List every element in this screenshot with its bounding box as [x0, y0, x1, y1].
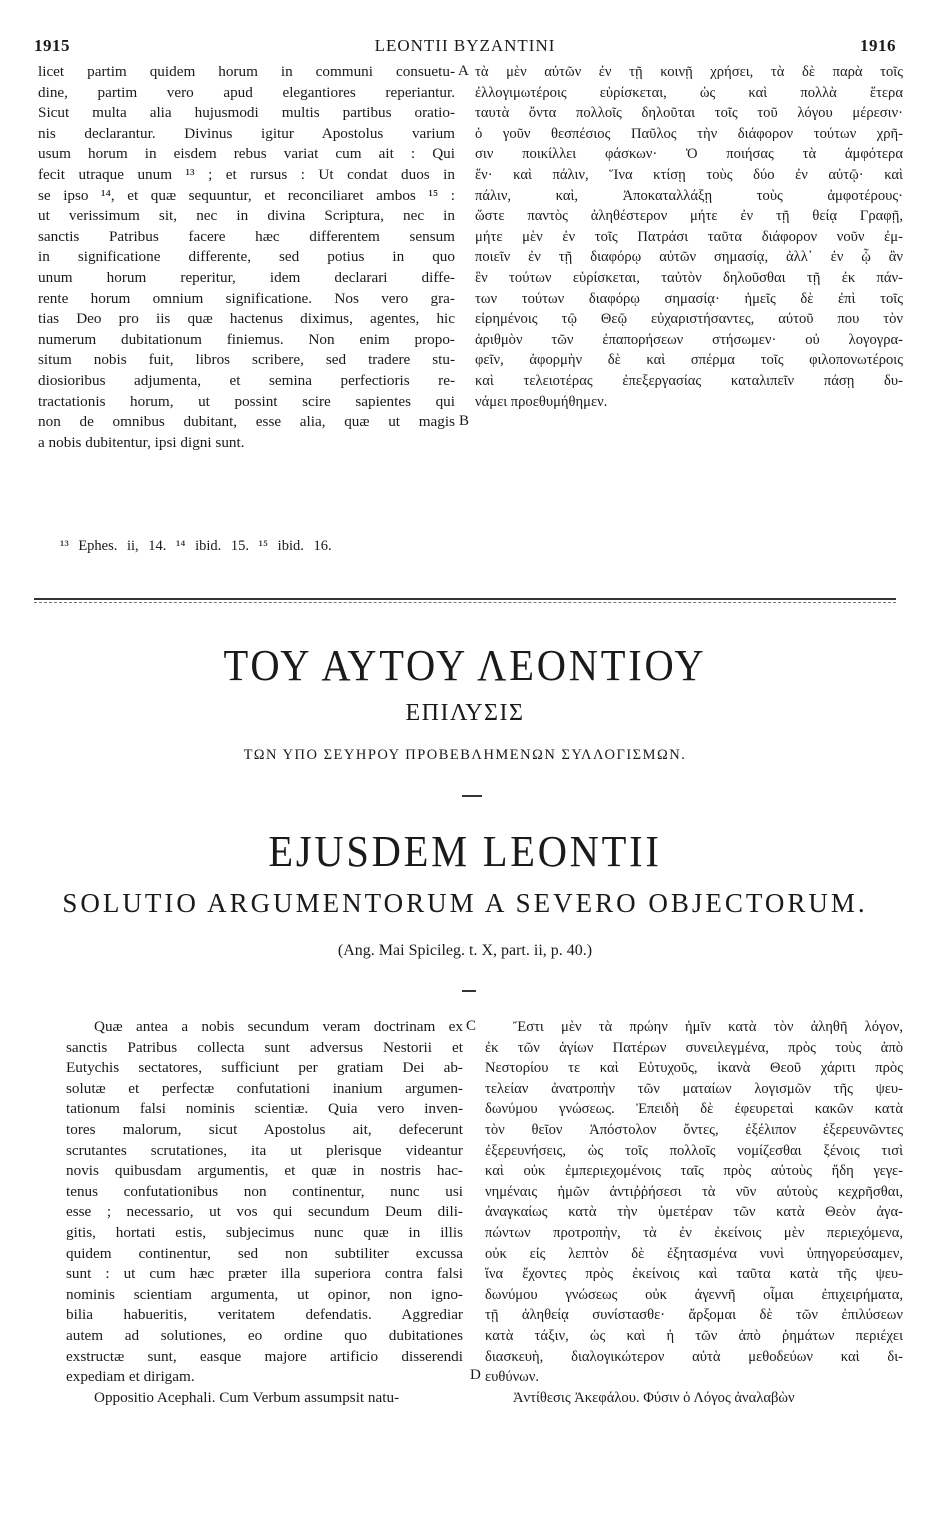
text-line: ut verissimum sit, nec in divina Scriptura, nec in: [38, 207, 455, 225]
text-line: nis declarantur. Divinus igitur Apostolus varium: [38, 124, 455, 142]
text-line: solutæ et perfectæ confutationi inanium argumen-: [66, 1079, 463, 1097]
text-line: Quæ antea a nobis secundum veram doctrinam ex: [94, 1018, 463, 1035]
text-line: τὰ μὲν αὐτῶν ἐν τῇ κοινῇ χρήσει, τὰ δὲ παρὰ τοῖς: [475, 64, 903, 80]
text-line: exstructæ sunt, easque majore artificio disserendi: [66, 1347, 463, 1365]
text-line: scrutantes scrutationes, ita ut plerisque videantur: [66, 1141, 463, 1159]
text-line: ποιεῖν ἐν τῇ διαφόρῳ αὐτῶν σημασίᾳ, ἀλλ᾽ ἐν ᾧ ἂν: [475, 249, 903, 266]
text-line: ἐκ τῶν ἁγίων Πατέρων συνειλεγμένα, πρὸς τοὺς ἀπὸ: [485, 1039, 903, 1056]
text-line: σιν ποικίλλει φάσκων· Ὁ ποιήσας τὰ ἀμφότερα: [475, 146, 903, 163]
text-line: τῇ ἀληθείᾳ συνίστασθε· ἄρξομαι δὲ τῶν ἐπιλύσεων: [485, 1307, 903, 1324]
text-line: ὁ γοῦν θεσπέσιος Παῦλος τὴν διάφορον τούτων χρῆ-: [475, 125, 903, 142]
text-line: δωνύμου γνώσεως. Ἐπειδὴ δὲ ἐφευρεταὶ κακῶν κατὰ: [485, 1101, 903, 1118]
margin-marker-a: A: [458, 63, 469, 79]
latin-title: EJUSDEM LEONTII: [268, 827, 662, 876]
text-line: φεῖν, ἀφορμὴν δὲ καὶ σπέρμα τοῖς φιλοπονωτέροις: [475, 352, 903, 369]
text-line: ἵνα ἔχοντες πρὸς ἐκείνοις καὶ ταῦτα κατὰ τῆς ψευ-: [485, 1266, 903, 1283]
text-line: esse ; necessario, ut vos qui secundum Deum dili-: [66, 1203, 463, 1221]
page-number-left: 1915: [34, 36, 70, 55]
text-line: tractationis horum, ut possint scire sapientes qui: [38, 392, 455, 410]
source-citation: (Ang. Mai Spicileg. t. X, part. ii, p. 40.): [337, 942, 593, 959]
text-line: Eutychis sectatores, sufficiunt per gratiam Dei ab-: [66, 1059, 463, 1077]
text-line: expediam et dirigam.: [66, 1368, 195, 1386]
text-line: licet partim quidem horum in communi consuetu-: [38, 63, 455, 80]
text-line: situm nobis fuit, libros scribere, sed tradere stu-: [38, 351, 455, 369]
page-number-right: 1916: [860, 36, 896, 55]
text-line: sanctis Patribus collecta sunt adversus Nestorii et: [66, 1038, 463, 1056]
text-line: tationum falsi nominis scientiæ. Quia vero inven-: [66, 1100, 463, 1118]
text-line: ἕν· καὶ πάλιν, Ἵνα κτίσῃ τοὺς δύο ἐν αὐτῷ· καὶ: [475, 166, 903, 183]
greek-subtitle-detail: ΤΩΝ ΥΠΟ ΣΕΥΗΡΟΥ ΠΡΟΒΕΒΛΗΜΕΝΩΝ ΣΥΛΛΟΓΙΣΜΩΝ.: [243, 747, 687, 763]
text-line: καὶ τελειοτέρας ἐπεξεργασίας καταλιπεῖν πάσῃ δυ-: [475, 372, 903, 389]
footnotes: ¹³ Ephes. ii, 14. ¹⁴ ibid. 15. ¹⁵ ibid. 16.: [60, 538, 332, 554]
text-line: καὶ οὐκ ἐμπεριεχομένοις ταῖς πρὸς αὐτοὺς ἤδη γεγε-: [485, 1163, 903, 1180]
running-title: LEONTII BYZANTINI: [374, 36, 556, 55]
text-line: δωνύμου γνώσεως οὐκ ἀγεννῆ οἶμαι ἐπιχειρήματα,: [485, 1286, 903, 1303]
text-line: unum horum reperitur, idem declarari diffe-: [38, 268, 455, 286]
margin-marker-b: B: [459, 413, 470, 429]
citation-dash: [462, 990, 476, 992]
text-line: tenus confutationibus non continentur, nunc usi: [66, 1182, 463, 1200]
text-line: τελείαν ἀνατροπὴν τῶν ματαίων λογισμῶν τῆς ψευ-: [485, 1080, 903, 1097]
latin-subtitle: SOLUTIO ARGUMENTORUM A SEVERO OBJECTORUM.: [62, 888, 868, 918]
text-line: sunt : ut cum hæc præter illa superiora contra falsi: [66, 1265, 463, 1283]
text-line: μήτε μὲν ἐν τοῖς Πατράσι ταῦτα διάφορον νοῦν ἐμ-: [475, 228, 903, 245]
text-line: quidem continentur, sed non subtiliter excussa: [66, 1244, 463, 1262]
text-line: ἀναγκαίως κατὰ τὴν ὑμετέραν τῶν κατὰ Θεὸν ἀγα-: [485, 1204, 903, 1221]
title-dash: [462, 795, 482, 797]
text-line: a nobis dubitentur, ipsi digni sunt.: [38, 433, 245, 451]
text-line: bilia habueritis, veritatem defendatis. Aggrediar: [66, 1306, 463, 1324]
text-line: νάμει προεθυμήθημεν.: [475, 393, 608, 410]
text-line: των τούτων διαφόρῳ σημασίᾳ· ἡμεῖς δὲ ἐπὶ τοῖς: [475, 290, 903, 307]
text-line: dine, partim vero apud elegantiores reperiantur.: [38, 83, 455, 101]
margin-marker-c: C: [466, 1018, 477, 1034]
greek-column-top: [475, 62, 903, 412]
text-line: κατὰ τάξιν, ὡς καὶ ἡ τῶν ἀπὸ ῥημάτων περιέχει: [485, 1327, 903, 1344]
text-line: nominis scientiam argumenta, ut opinor, non igno-: [66, 1285, 463, 1303]
greek-title: ΤΟΥ ΑΥΤΟΥ ΛΕΟΝΤΙΟΥ: [223, 641, 707, 690]
text-line: ἐξερευνήσεις, ὡς τοῖς πολλοῖς νομίζεσθαι ξένοις τισὶ: [485, 1142, 903, 1159]
text-line: Ἀντίθεσις Ἀκεφάλου. Φύσιν ὁ Λόγος ἀναλαβὼν: [513, 1389, 795, 1406]
text-line: Νεστορίου τε καὶ Εὐτυχοῦς, ἱκανὰ Θεοῦ χάριτι πρὸς: [485, 1060, 903, 1077]
running-header: [34, 36, 896, 58]
text-line: tias Deo pro iis quæ hactenus diximus, agentes, hic: [38, 310, 455, 328]
greek-column-bottom: [485, 1017, 903, 1408]
text-line: Sicut multa alia hujusmodi multis partibus oratio-: [38, 104, 455, 122]
text-line: εἰρημένοις τῷ Θεῷ εὐχαριστήσαντες, αὐτοῦ που τὸν: [475, 311, 903, 328]
text-line: ὥστε παντὸς ἀληθέστερον μήτε ἐν τῇ θείᾳ Γραφῇ,: [475, 208, 903, 225]
text-line: usum horum in eisdem rebus variat cum ait : Qui: [38, 145, 455, 163]
text-line: fecit utraque unum ¹³ ; et rursus : Ut condat duos in: [38, 165, 455, 183]
margin-marker-d: D: [470, 1367, 481, 1383]
text-line: ταυτὰ ὄντα πολλοῖς δηλοῦται τοῖς τοῦ λόγου μέρεσιν·: [475, 105, 903, 122]
text-line: πάλιν, καὶ, Ἀποκαταλλάξῃ τοὺς ἀμφοτέρους·: [475, 187, 903, 204]
section-rule-secondary: [34, 602, 896, 603]
text-line: τὸν θεῖον Ἀπόστολον ὄντες, ἐξέλιπον ἐξερευνῶντες: [485, 1121, 903, 1138]
text-line: rente horum omnium significatione. Nos vero gra-: [38, 289, 455, 307]
text-line: οὐκ εἰς λεπτὸν δὲ ἐξητασμένα νυνὶ ὑπηγορεύσαμεν,: [485, 1245, 903, 1262]
text-line: πώντων προτροπὴν, τὰ ἐν ἐκείνοις μὲν περιεχόμενα,: [485, 1224, 903, 1241]
text-line: numerum dubitationum finiemus. Non enim propo-: [38, 330, 455, 348]
text-line: Oppositio Acephali. Cum Verbum assumpsit natu-: [94, 1388, 400, 1406]
text-line: ευθύνων.: [485, 1369, 540, 1386]
text-line: νημέναις ἡμῶν ἀντιῤῥήσεσι τὰ νῦν αὐτοὺς κεχρῆσθαι,: [485, 1183, 903, 1200]
text-line: διασκευὴ, διαλογικώτερον αὐτὰ μεθοδεύων καὶ δι-: [485, 1348, 903, 1365]
section-rule: [34, 598, 896, 600]
text-line: gitis, hortati estis, subjecimus nunc quæ in illis: [66, 1223, 463, 1241]
text-line: ἀριθμὸν τῶν ἐπαπορήσεων στήσωμεν· οὐ λογογρα-: [475, 331, 903, 348]
text-line: sanctis Patribus facere hæc differentem sensum: [38, 227, 455, 245]
text-line: non de omnibus dubitant, esse alia, quæ ut magis: [38, 413, 455, 431]
text-line: se ipso ¹⁴, et quæ sequuntur, et reconciliaret ambos ¹⁵ :: [38, 186, 455, 204]
text-line: tores malorum, sicut Apostolus ait, defecerunt: [66, 1120, 463, 1138]
text-line: novis quibusdam argumentis, et quæ in nostris hac-: [66, 1162, 463, 1180]
latin-column-bottom: [66, 1017, 463, 1408]
text-line: ἐλλογιμωτέροις εὑρίσκεται, ὡς καὶ πολλὰ ἕτερα: [475, 84, 903, 101]
text-line: ἓν τούτων εὑρίσκεται, ταὐτὸν δηλοῦσθαι τῇ ἐκ πάν-: [475, 269, 903, 286]
text-line: in significatione differente, sed potius in quo: [38, 248, 455, 266]
text-line: autem ad solutiones, eo ordine quo dubitationes: [66, 1326, 463, 1344]
greek-subtitle: ΕΠΙΛΥΣΙΣ: [405, 700, 525, 726]
text-line: diosioribus adjumenta, et semina perfectioris re-: [38, 371, 455, 389]
latin-column-top: [38, 62, 455, 453]
text-line: Ἔστι μὲν τὰ πρώην ἡμῖν κατὰ τὸν ἀληθῆ λόγον,: [513, 1019, 903, 1035]
